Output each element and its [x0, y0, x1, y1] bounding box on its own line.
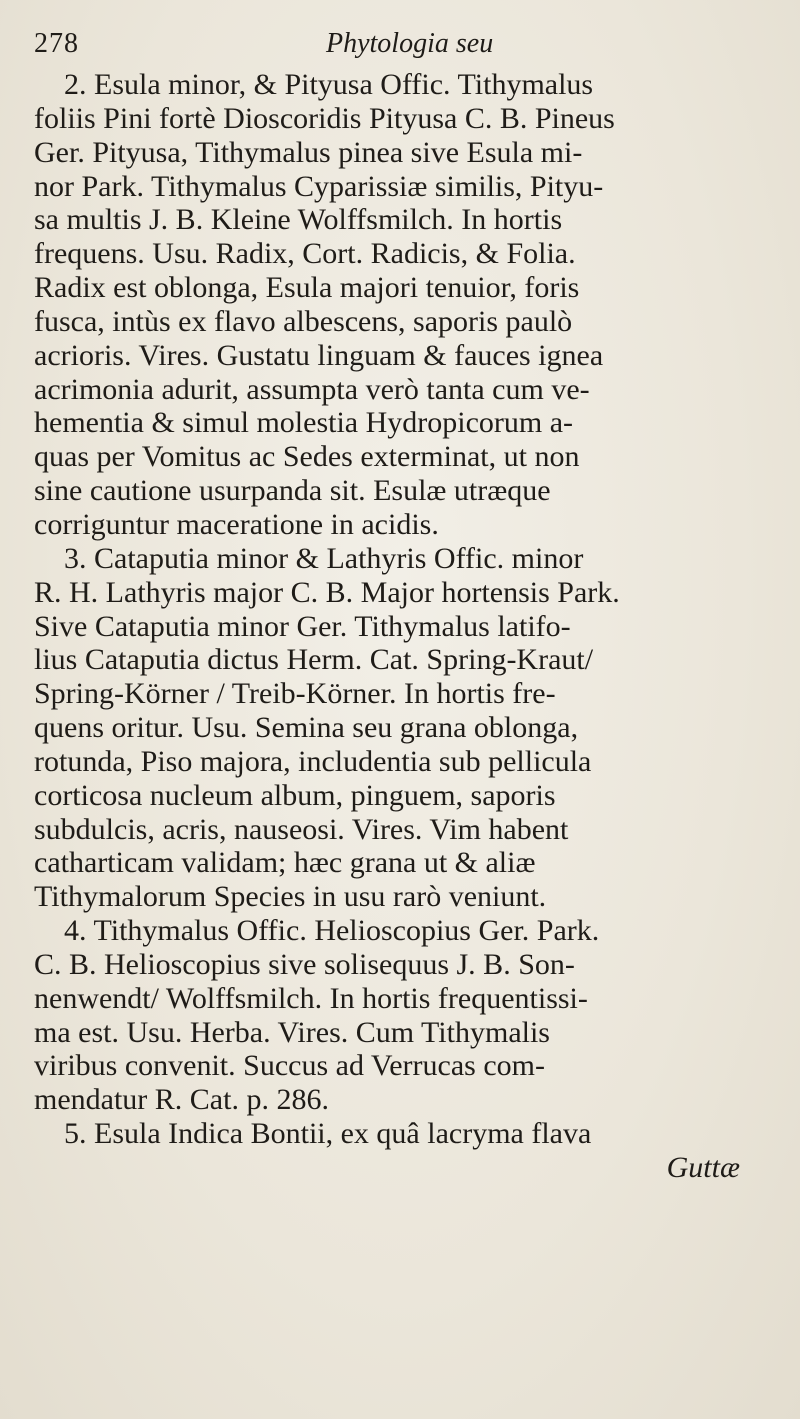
text-line: R. H. Lathyris major C. B. Major hortensis Park.: [34, 575, 620, 609]
text-line: 5. Esula Indica Bontii, ex quâ lacryma flava: [64, 1117, 592, 1151]
text-line: quens oritur. Usu. Semina seu grana oblonga,: [34, 711, 579, 745]
page-number: 278: [34, 28, 79, 59]
text-line: ma est. Usu. Herba. Vires. Cum Tithymalis: [34, 1015, 550, 1049]
text-line: foliis Pini fortè Dioscoridis Pityusa C. B. Pineus: [34, 101, 615, 135]
text-line: mendatur R. Cat. p. 286.: [34, 1083, 329, 1117]
text-line: 4. Tithymalus Offic. Helioscopius Ger. Park.: [64, 914, 600, 948]
text-line: corriguntur maceratione in acidis.: [34, 507, 439, 541]
running-title: Phytologia seu: [326, 28, 494, 59]
text-line: sine cautione usurpanda sit. Esulæ utræque: [34, 474, 551, 508]
text-line: corticosa nucleum album, pinguem, saporis: [34, 778, 556, 812]
text-line: quas per Vomitus ac Sedes exterminat, ut non: [34, 440, 580, 474]
text-line: sa multis J. B. Kleine Wolffsmilch. In hortis: [34, 203, 563, 237]
text-line: subdulcis, acris, nauseosi. Vires. Vim habent: [34, 812, 569, 846]
text-line: viribus convenit. Succus ad Verrucas com-: [34, 1049, 545, 1083]
text-line: Ger. Pityusa, Tithymalus pinea sive Esula mi-: [34, 135, 583, 169]
text-line: Spring-Körner / Treib-Körner. In hortis fre-: [34, 677, 556, 711]
catchword: Guttæ: [666, 1151, 740, 1184]
text-line: nor Park. Tithymalus Cyparissiæ similis, Pityu-: [34, 169, 604, 203]
text-line: fusca, intùs ex flavo albescens, saporis paulò: [34, 304, 573, 338]
text-line: hementia & simul molestia Hydropicorum a-: [34, 406, 574, 440]
text-line: 3. Cataputia minor & Lathyris Offic. minor: [64, 541, 584, 575]
text-line: Radix est oblonga, Esula majori tenuior, foris: [34, 271, 580, 305]
text-line: acrimonia adurit, assumpta verò tanta cum ve-: [34, 372, 590, 406]
text-line: C. B. Helioscopius sive solisequus J. B. Son-: [34, 947, 575, 981]
text-line: lius Cataputia dictus Herm. Cat. Spring-Kraut/: [34, 643, 594, 677]
text-line: Tithymalorum Species in usu rarò veniunt.: [34, 880, 547, 914]
text-line: Sive Cataputia minor Ger. Tithymalus latifo-: [34, 609, 571, 643]
text-line: rotunda, Piso majora, includentia sub pellicula: [34, 744, 592, 778]
page-header: [34, 28, 760, 68]
text-line: catharticam validam; hæc grana ut & aliæ: [34, 846, 536, 880]
text-line: 2. Esula minor, & Pityusa Offic. Tithymalus: [64, 68, 594, 101]
body-text: [34, 68, 774, 1185]
text-line: nenwendt/ Wolffsmilch. In hortis frequentissi-: [34, 981, 588, 1015]
text-line: acrioris. Vires. Gustatu linguam & fauces ignea: [34, 338, 604, 372]
text-line: frequens. Usu. Radix, Cort. Radicis, & Folia.: [34, 237, 576, 271]
